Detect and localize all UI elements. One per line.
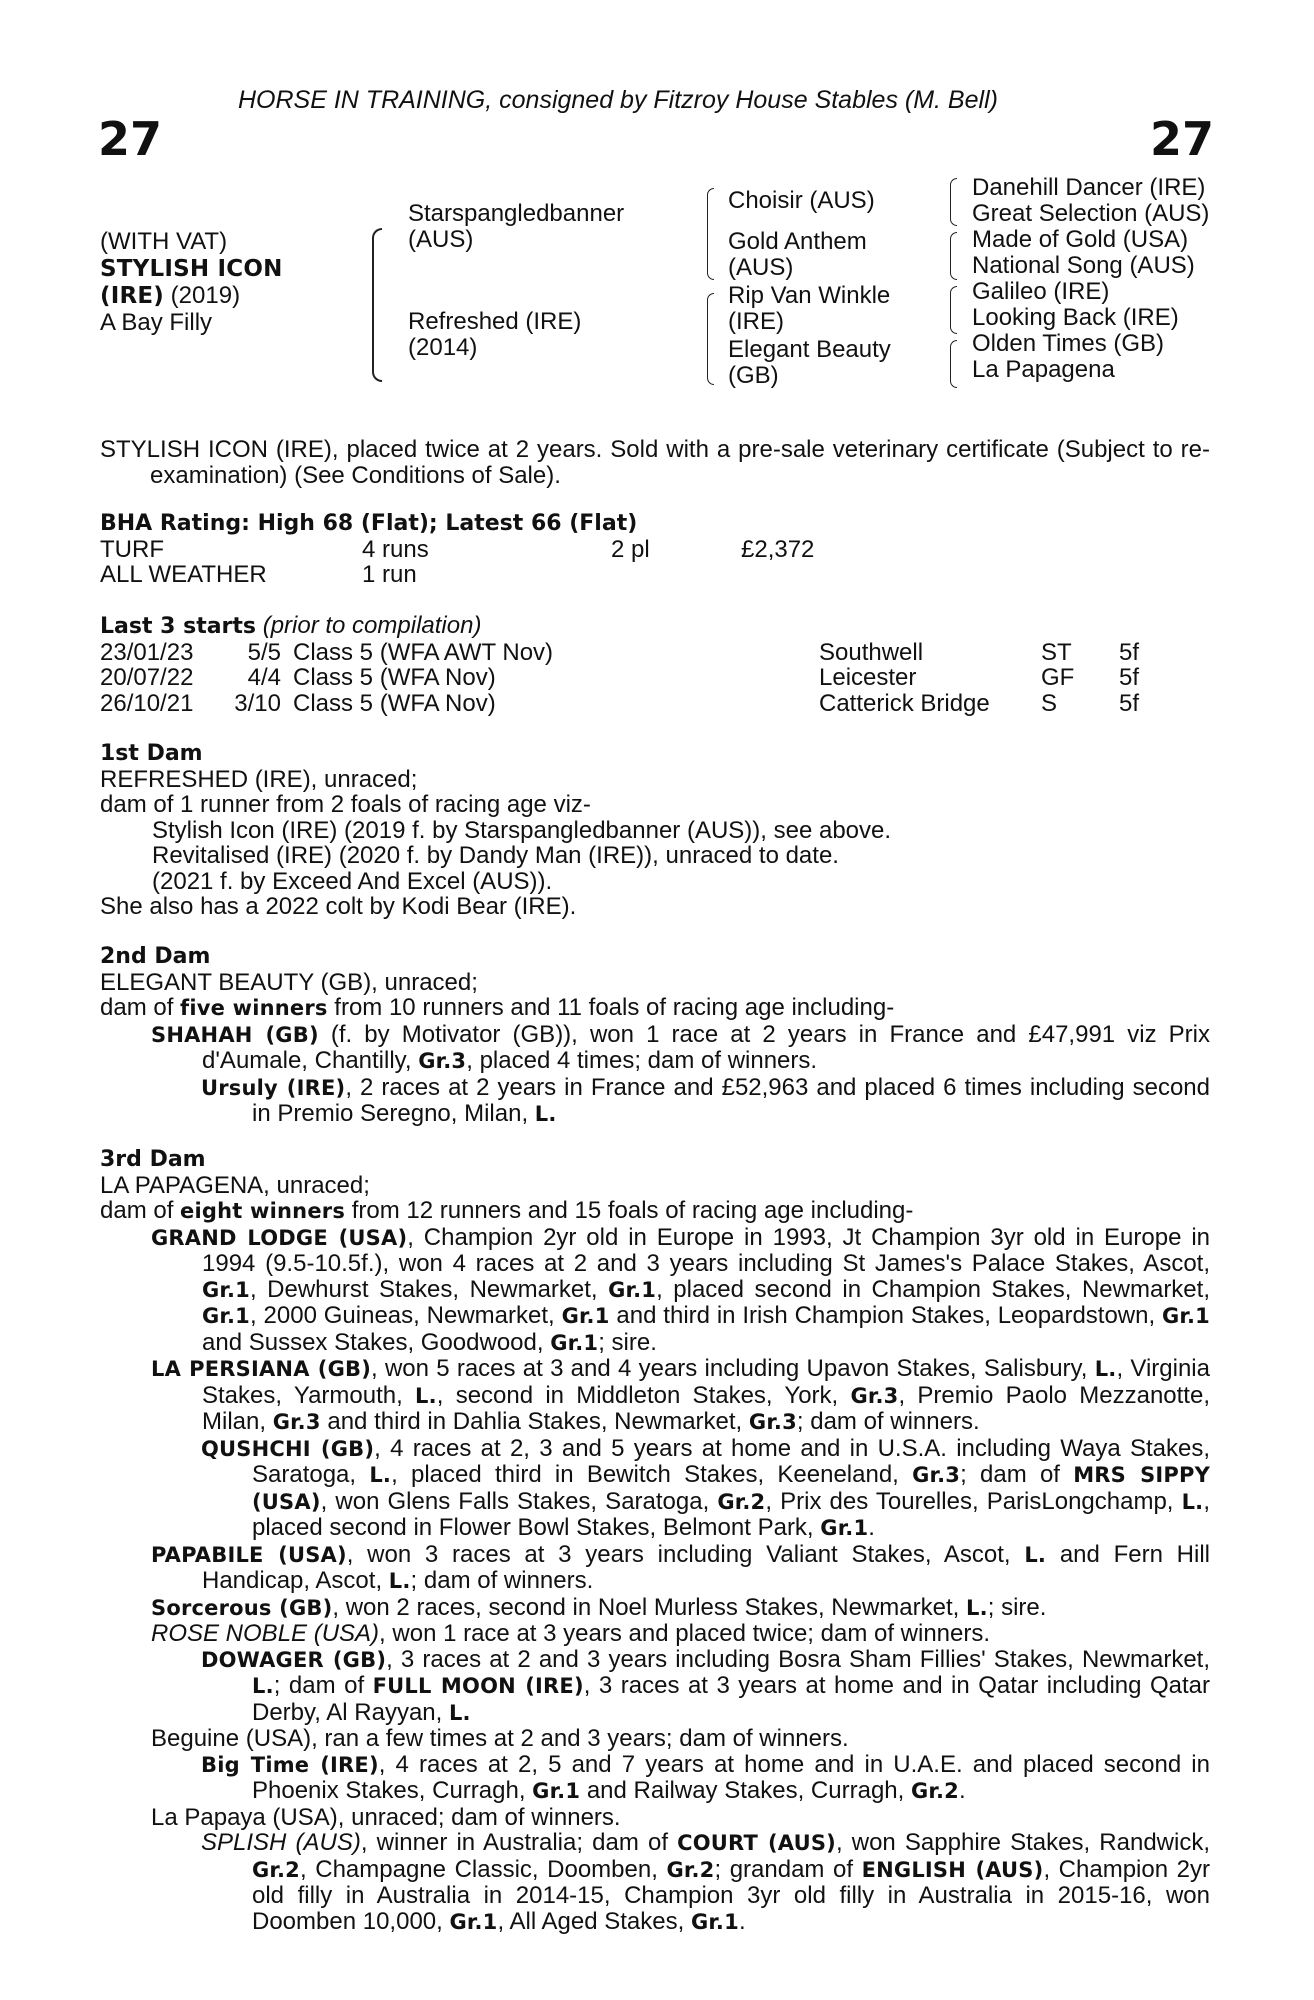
list-item: PAPABILE (USA), won 3 races at 3 years including Valiant Stakes, Ascot, L. and Fern Hill Handicap, Ascot, L.; dam of winners. — [151, 1540, 1210, 1594]
horse-name-line2: (IRE) (2019) — [100, 282, 241, 309]
pedigree-dam: Refreshed (IRE) (2014) — [408, 308, 582, 361]
consignor-line: HORSE IN TRAINING, consigned by Fitzroy House Stables (M. Bell) — [238, 86, 998, 114]
pedigree-brace-sire — [707, 188, 714, 280]
horse-description: A Bay Filly — [100, 309, 213, 336]
third-dam-section: 3rd Dam LA PAPAGENA, unraced; dam of eight winners from 12 runners and 15 foals of racing age including- GRAND LODGE (USA), Champion 2yr old in Europe in 1993, Jt Champion 3yr old in Europe in 1994 (9.5-10.5f.), won 4 races at 2 and 3 years including St James's Palace Stakes, Ascot, Gr.1, Dewhurst Stakes, Newmarket, Gr.1, placed second in Champion Stakes, Newmarket, Gr.1, 2000 Guineas, Newmarket, Gr.1 and third in Irish Champion Stakes, Leopardstown, Gr.1 and Sussex Stakes, Goodwood, Gr.1; sire. LA PERSIANA (GB), won 5 races at 3 and 4 years including Upavon Stakes, Salisbury, L., Virginia Stakes, Yarmouth, L., second in Middleton Stakes, York, Gr.3, Premio Paolo Mezzanotte, Milan, Gr.3 and third in Dahlia Stakes, Newmarket, Gr.3; dam of winners. QUSHCHI (GB), 4 races at 2, 3 and 5 years at home and in U.S.A. including Waya Stakes, Saratoga, L., placed third in Bewitch Stakes, Keeneland, Gr.3; dam of MRS SIPPY (USA), won Glens Falls Stakes, Saratoga, Gr.2, Prix des Tourelles, ParisLongchamp, L., placed second in Flower Bowl Stakes, Belmont Park, Gr.1. PAPABILE (USA), won 3 races at 3 years including Valiant Stakes, Ascot, L. and Fern Hill Handicap, Ascot, L.; dam of winners. Sorcerous (GB), won 2 races, second in Noel Murless Stakes, Newmarket, L.; sire. ROSE NOBLE (USA), won 1 race at 3 years and placed twice; dam of winners. DOWAGER (GB), 3 races at 2 and 3 years including Bosra Sham Fillies' Stakes, Newmarket, L.; dam of FULL MOON (IRE), 3 races at 3 years at home and in Qatar including Qatar Derby, Al Rayyan, L. Beguine (USA), ran a few times at 2 and 3 years; dam of winners. Big Time (IRE), 4 races at 2, 5 and 7 years at home and in U.A.E. and placed second in Phoenix Stakes, Curragh, Gr.1 and Railway Stakes, Curragh, Gr.2. La Papaya (USA), unraced; dam of winners. SPLISH (AUS), winner in Australia; dam of COURT (AUS), won Sapphire Stakes, Randwick, Gr.2, Champagne Classic, Doomben, Gr.2; grandam of ENGLISH (AUS), Champion 2yr old filly in Australia in 2014-15, Champion 3yr old filly in Australia in 2015-16, won Doomben 10,000, Gr.1, All Aged Stakes, Gr.1. — [100, 1147, 1211, 1935]
first-dam-heading: 1st Dam — [100, 741, 203, 766]
table-row: 20/07/22 4/4 Class 5 (WFA Nov) Leicester GF 5f — [100, 664, 1140, 691]
table-row: 23/01/23 5/5 Class 5 (WFA AWT Nov) Southwell ST 5f — [100, 638, 1140, 666]
pedigree-brace-g12 — [950, 178, 957, 226]
rating-row: ALL WEATHER 1 run — [100, 561, 417, 588]
pedigree-brace-main — [372, 228, 382, 382]
list-item: La Papaya (USA), unraced; dam of winners. — [151, 1803, 621, 1831]
list-item: Sorcerous (GB), won 2 races, second in Noel Murless Stakes, Newmarket, L.; sire. — [151, 1593, 1047, 1621]
list-item: Stylish Icon (IRE) (2019 f. by Starspangledbanner (AUS)), see above. — [152, 816, 892, 844]
pedigree-grandparents: Danehill Dancer (IRE) Great Selection (AUS) Made of Gold (USA) National Song (AUS) Galileo (IRE) Looking Back (IRE) Olden Times (GB) La Papagena — [972, 174, 1210, 383]
rating-heading: BHA Rating: High 68 (Flat); Latest 66 (Flat) — [100, 511, 638, 536]
pedigree-brace-g34 — [950, 232, 957, 280]
list-item: Ursuly (IRE), 2 races at 2 years in France and £52,963 and placed 6 times including second in Premio Seregno, Milan, L. — [201, 1073, 1210, 1127]
pedigree-brace-g56 — [950, 286, 957, 334]
list-item: SHAHAH (GB) (f. by Motivator (GB)), won 1 race at 2 years in France and £47,991 viz Prix d'Aumale, Chantilly, Gr.3, placed 4 times; dam of winners. — [151, 1020, 1211, 1074]
last-starts-section: Last 3 starts (prior to compilation) 23/01/23 5/5 Class 5 (WFA AWT Nov) Southwell ST 5f 20/07/22 4/4 Class 5 (WFA Nov) Leicester GF 5f 26/10/21 3/10 Class 5 (WFA Nov) Catterick Bridge S 5f — [100, 612, 1140, 717]
summary: STYLISH ICON (IRE), placed twice at 2 years. Sold with a pre-sale veterinary certificate (Subject to re-examination) (See Conditions of Sale). — [100, 436, 1210, 489]
pedigree-brace-dam — [707, 293, 714, 385]
list-item: Big Time (IRE), 4 races at 2, 5 and 7 years at home and in U.A.E. and placed second in Phoenix Stakes, Curragh, Gr.1 and Railway Stakes, Curragh, Gr.2. — [201, 1750, 1210, 1804]
list-item: SPLISH (AUS), winner in Australia; dam of COURT (AUS), won Sapphire Stakes, Randwick, Gr.2, Champagne Classic, Doomben, Gr.2; grandam of ENGLISH (AUS), Champion 2yr old filly in Australia in 2014-15, Champion 3yr old filly in Australia in 2015-16, won Doomben 10,000, Gr.1, All Aged Stakes, Gr.1. — [201, 1829, 1211, 1935]
list-item: (2021 f. by Exceed And Excel (AUS)). — [152, 867, 553, 895]
pedigree-sire: Starspangledbanner (AUS) — [408, 200, 625, 253]
list-item: DOWAGER (GB), 3 races at 2 and 3 years including Bosra Sham Fillies' Stakes, Newmarket, L.; dam of FULL MOON (IRE), 3 races at 3 years at home and in Qatar including Qatar Derby, Al Rayyan, L. — [201, 1645, 1211, 1726]
pedigree-sire-sire: Choisir (AUS) — [728, 187, 875, 214]
rating-section — [100, 511, 1210, 588]
rating-table — [100, 537, 814, 588]
list-item: Revitalised (IRE) (2020 f. by Dandy Man (IRE)), unraced to date. — [152, 842, 839, 869]
horse-name: STYLISH ICON — [100, 256, 283, 282]
second-dam-heading: 2nd Dam — [100, 944, 211, 969]
list-item: QUSHCHI (GB), 4 races at 2, 3 and 5 years at home and in U.S.A. including Waya Stakes, Saratoga, L., placed third in Bewitch Stakes, Keeneland, Gr.3; dam of MRS SIPPY (USA), won Glens Falls Stakes, Saratoga, Gr.2, Prix des Tourelles, ParisLongchamp, L., placed second in Flower Bowl Stakes, Belmont Park, Gr.1. — [201, 1434, 1211, 1541]
table-row: 26/10/21 3/10 Class 5 (WFA Nov) Catterick Bridge S 5f — [100, 689, 1140, 717]
pedigree-sire-dam: Gold Anthem (AUS) — [728, 228, 867, 281]
list-item: Beguine (USA), ran a few times at 2 and 3 years; dam of winners. — [151, 1725, 849, 1752]
pedigree-brace-g78 — [950, 340, 957, 388]
pedigree-dam-sire: Rip Van Winkle (IRE) — [728, 282, 891, 335]
last-starts-heading: Last 3 starts — [100, 614, 257, 639]
third-dam-heading: 3rd Dam — [100, 1147, 206, 1172]
list-item: LA PERSIANA (GB), won 5 races at 3 and 4 years including Upavon Stakes, Salisbury, L., Virginia Stakes, Yarmouth, L., second in Middleton Stakes, York, Gr.3, Premio Paolo Mezzanotte, Milan, Gr.3 and third in Dahlia Stakes, Newmarket, Gr.3; dam of winners. — [151, 1355, 1210, 1435]
lot-number-right: 27 — [1150, 112, 1215, 166]
first-dam-section: 1st Dam REFRESHED (IRE), unraced; dam of 1 runner from 2 foals of racing age viz- Stylish Icon (IRE) (2019 f. by Starspangledbanner (AUS)), see above. Revitalised (IRE) (2020 f. by Dandy Man (IRE)), unraced to date. (2021 f. by Exceed And Excel (AUS)). She also has a 2022 colt by Kodi Bear (IRE). — [100, 741, 1210, 920]
second-dam-section: 2nd Dam ELEGANT BEAUTY (GB), unraced; dam of five winners from 10 runners and 11 foals of racing age including- SHAHAH (GB) (f. by Motivator (GB)), won 1 race at 2 years in France and £47,991 viz Prix d'Aumale, Chantilly, Gr.3, placed 4 times; dam of winners. Ursuly (IRE), 2 races at 2 years in France and £52,963 and placed 6 times including second in Premio Seregno, Milan, L. — [100, 944, 1211, 1127]
pedigree-dam-dam: Elegant Beauty (GB) — [728, 336, 891, 389]
last-starts-table — [100, 640, 1139, 717]
list-item: GRAND LODGE (USA), Champion 2yr old in Europe in 1993, Jt Champion 3yr old in Europe in 1994 (9.5-10.5f.), won 4 races at 2 and 3 years including St James's Palace Stakes, Ascot, Gr.1, Dewhurst Stakes, Newmarket, Gr.1, placed second in Champion Stakes, Newmarket, Gr.1, 2000 Guineas, Newmarket, Gr.1 and third in Irish Champion Stakes, Leopardstown, Gr.1 and Sussex Stakes, Goodwood, Gr.1; sire. — [151, 1223, 1210, 1356]
lot-number-left: 27 — [98, 112, 163, 166]
list-item: ROSE NOBLE (USA), won 1 race at 3 years and placed twice; dam of winners. — [151, 1620, 991, 1647]
rating-row: TURF 4 runs 2 pl £2,372 — [100, 535, 815, 563]
vat-note: (WITH VAT) — [100, 228, 228, 255]
